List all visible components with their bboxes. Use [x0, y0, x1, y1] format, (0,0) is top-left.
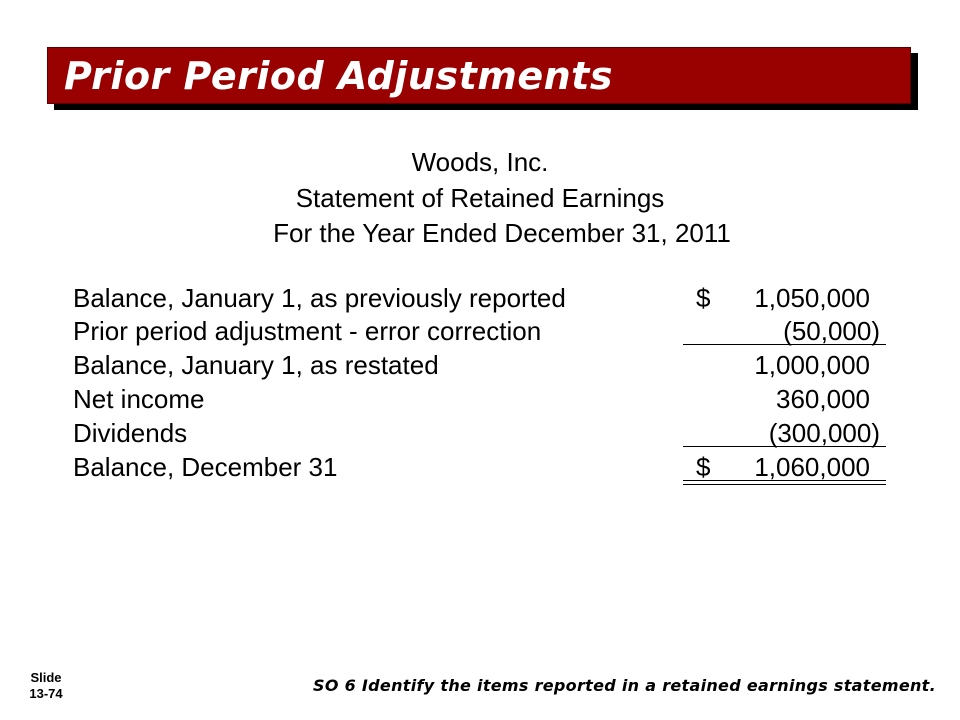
row-label: Net income — [73, 384, 205, 414]
row-amount: (50,000) — [783, 316, 880, 346]
slide-number — [16, 670, 76, 702]
row-label: Prior period adjustment - error correction — [73, 316, 542, 346]
subtotal-rule — [683, 446, 886, 447]
study-objective-footer: SO 6 Identify the items reported in a retained earnings statement. — [313, 676, 936, 695]
row-label: Balance, December 31 — [73, 452, 338, 482]
row-amount: (300,000) — [768, 418, 880, 448]
total-double-rule-bottom — [683, 484, 886, 485]
title-bar — [47, 47, 911, 104]
row-amount: 1,060,000 — [754, 452, 870, 482]
row-currency: $ — [696, 283, 711, 313]
slide-title: Prior Period Adjustments — [64, 54, 613, 98]
row-label: Dividends — [73, 418, 188, 448]
statement-period: For the Year Ended December 31, 2011 — [273, 218, 731, 248]
slide-number-label: Slide — [30, 670, 62, 685]
statement-name: Statement of Retained Earnings — [295, 183, 665, 213]
row-amount: 360,000 — [776, 384, 870, 414]
row-amount: 1,050,000 — [754, 283, 870, 313]
company-name: Woods, Inc. — [411, 147, 549, 177]
subtotal-rule — [683, 344, 886, 345]
row-label: Balance, January 1, as previously reported — [73, 283, 566, 313]
row-currency: $ — [696, 452, 711, 482]
total-double-rule-top — [683, 480, 886, 481]
row-amount: 1,000,000 — [754, 350, 870, 380]
row-label: Balance, January 1, as restated — [73, 350, 439, 380]
slide-number-value: 13-74 — [29, 686, 63, 701]
